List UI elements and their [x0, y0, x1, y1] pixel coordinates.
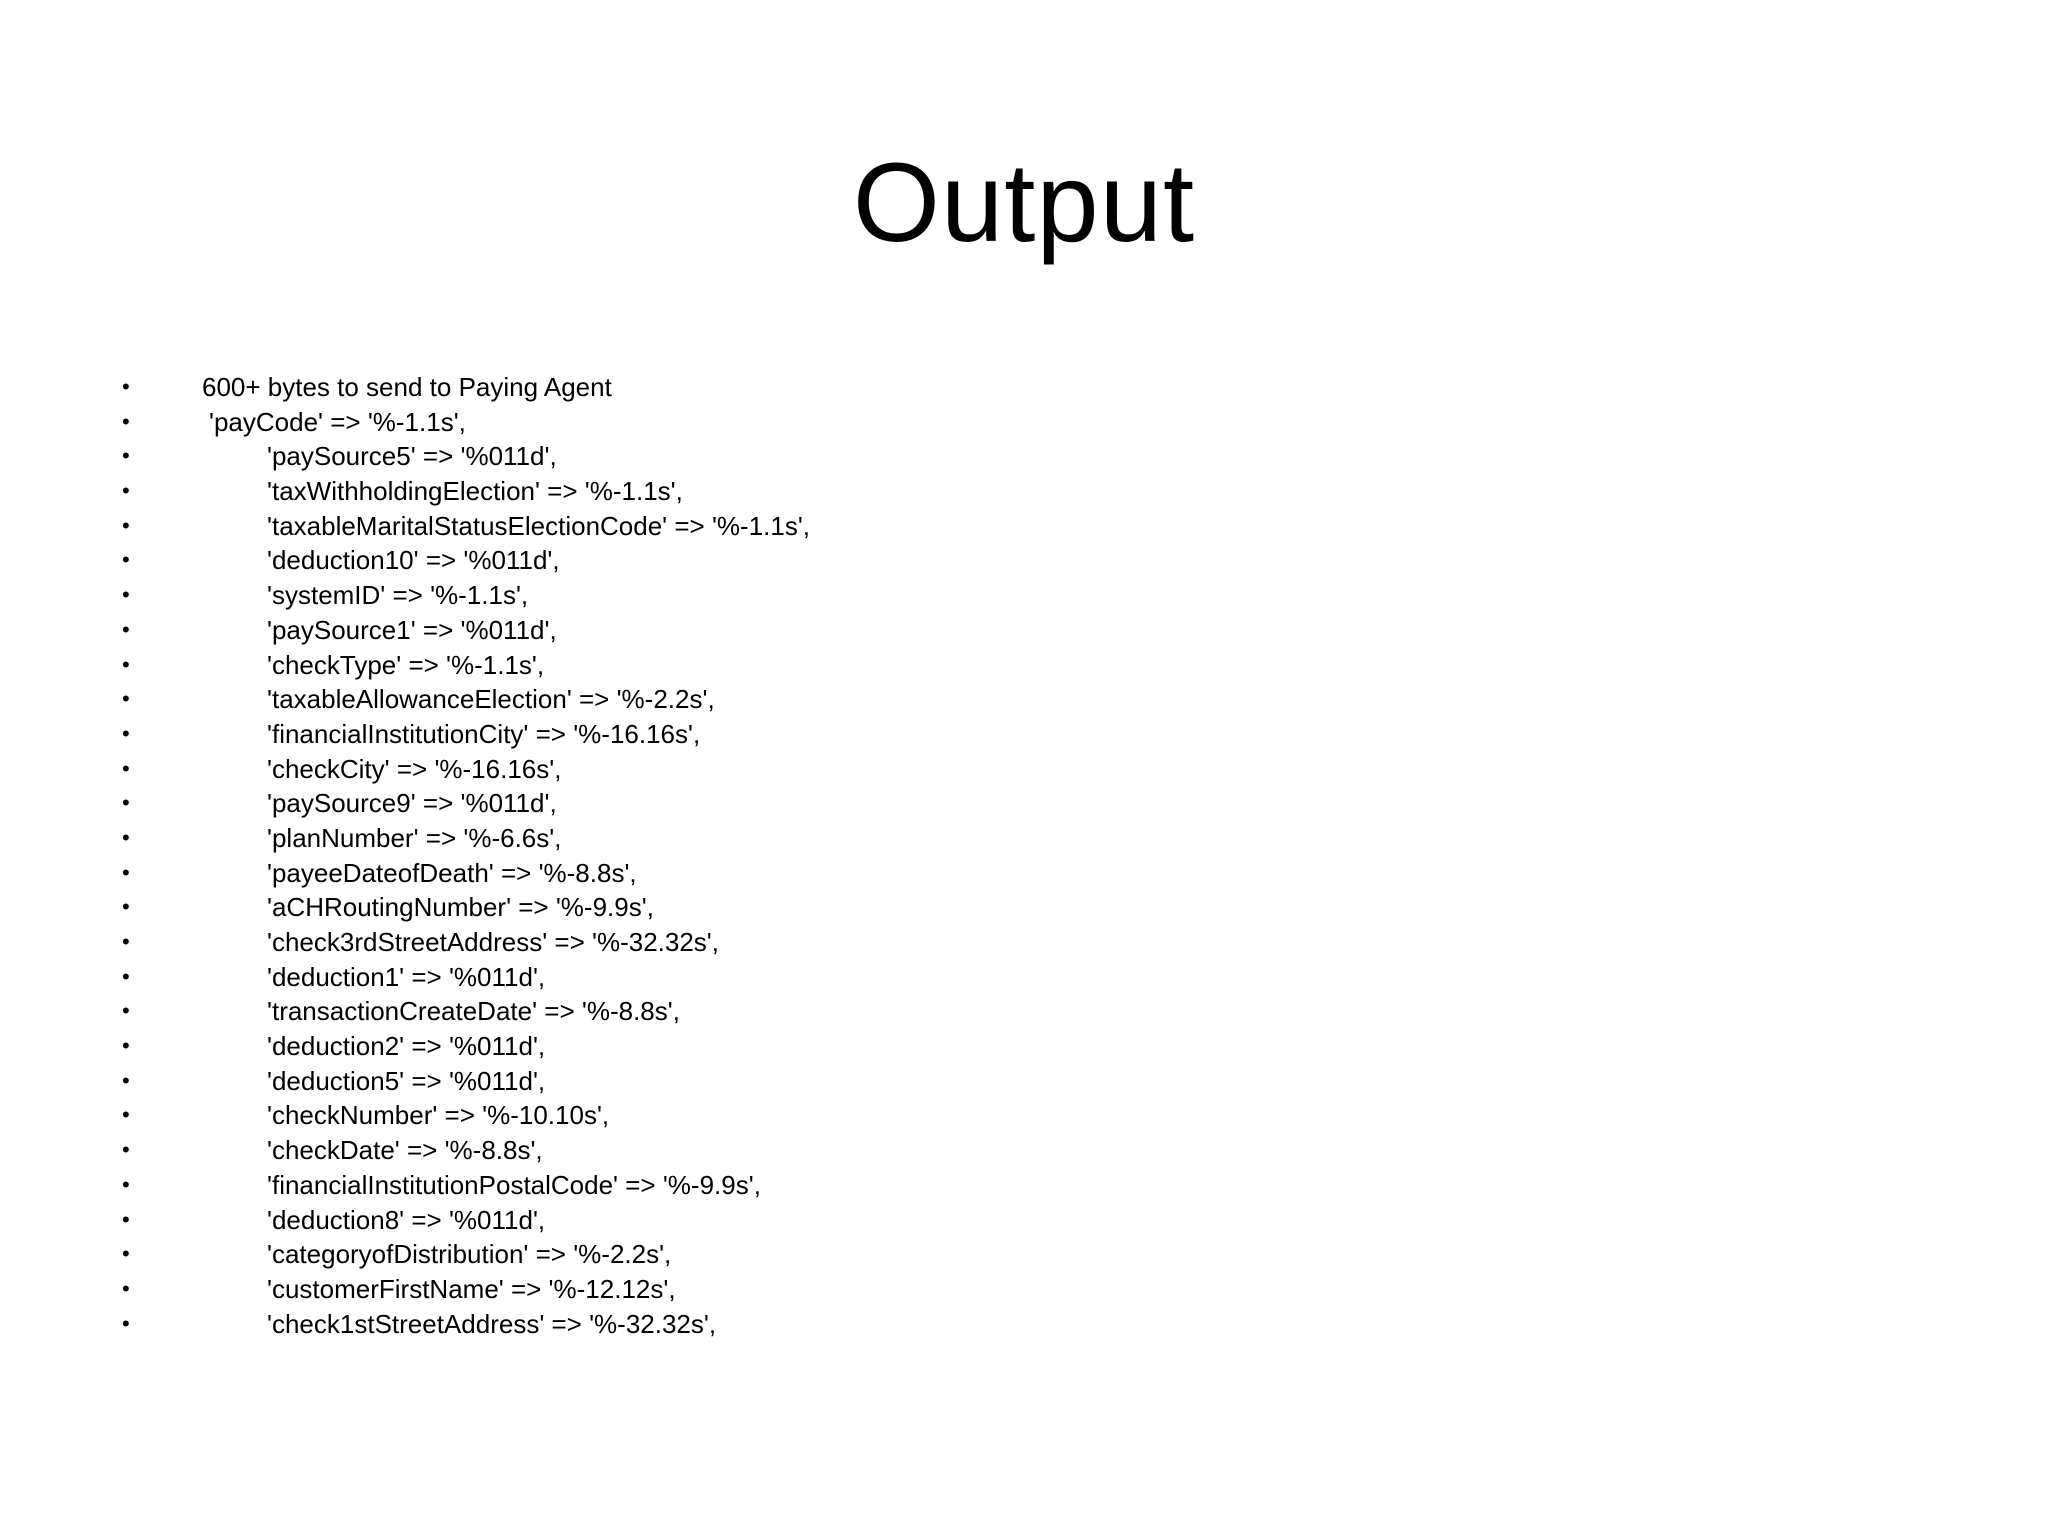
- list-item: [0, 1307, 2048, 1342]
- bullet-text: 'customerFirstName' => '%-12.12s',: [267, 1273, 676, 1304]
- list-item: [0, 1272, 2048, 1307]
- list-item: [0, 578, 2048, 613]
- list-item: [0, 821, 2048, 856]
- list-item: [0, 856, 2048, 891]
- bullet-text: 'deduction5' => '%011d',: [267, 1065, 546, 1096]
- bullet-icon: •: [122, 443, 130, 469]
- list-item: [0, 405, 2048, 440]
- bullet-text: 'deduction8' => '%011d',: [267, 1204, 546, 1235]
- list-item: [0, 1168, 2048, 1203]
- list-item: [0, 717, 2048, 752]
- list-item: [0, 1029, 2048, 1064]
- list-item: [0, 1203, 2048, 1238]
- bullet-text: 'checkType' => '%-1.1s',: [267, 649, 545, 680]
- list-item: [0, 1064, 2048, 1099]
- bullet-icon: •: [122, 1206, 130, 1232]
- bullet-icon: •: [122, 582, 130, 608]
- bullet-icon: •: [122, 1275, 130, 1301]
- bullet-icon: •: [122, 1137, 130, 1163]
- list-item: [0, 1133, 2048, 1168]
- list-item: [0, 613, 2048, 648]
- bullet-text: 'categoryofDistribution' => '%-2.2s',: [267, 1239, 672, 1270]
- bullet-list: [0, 370, 2048, 1341]
- list-item: [0, 925, 2048, 960]
- bullet-text: 'deduction1' => '%011d',: [267, 961, 546, 992]
- list-item: [0, 752, 2048, 787]
- bullet-text: 'deduction2' => '%011d',: [267, 1031, 546, 1062]
- bullet-text: 'financialInstitutionPostalCode' => '%-9.9s',: [267, 1169, 761, 1200]
- bullet-icon: •: [122, 686, 130, 712]
- bullet-text: 'financialInstitutionCity' => '%-16.16s',: [267, 718, 701, 749]
- bullet-text: 'paySource5' => '%011d',: [267, 441, 557, 472]
- bullet-icon: •: [122, 1171, 130, 1197]
- bullet-icon: •: [122, 1102, 130, 1128]
- bullet-text: 'taxableAllowanceElection' => '%-2.2s',: [267, 684, 715, 715]
- list-item: [0, 370, 2048, 405]
- bullet-icon: •: [122, 478, 130, 504]
- list-item: [0, 474, 2048, 509]
- list-item: [0, 543, 2048, 578]
- list-item: [0, 1098, 2048, 1133]
- bullet-icon: •: [122, 1033, 130, 1059]
- bullet-text: 'paySource9' => '%011d',: [267, 788, 557, 819]
- bullet-text: 'taxWithholdingElection' => '%-1.1s',: [267, 476, 683, 507]
- list-item: [0, 960, 2048, 995]
- bullet-text: 'paySource1' => '%011d',: [267, 614, 557, 645]
- bullet-text: 'transactionCreateDate' => '%-8.8s',: [267, 996, 680, 1027]
- bullet-text: 'check1stStreetAddress' => '%-32.32s',: [267, 1308, 717, 1339]
- bullet-text: 600+ bytes to send to Paying Agent: [202, 372, 612, 402]
- bullet-icon: •: [122, 998, 130, 1024]
- list-item: [0, 682, 2048, 717]
- list-item: [0, 1237, 2048, 1272]
- bullet-icon: •: [122, 651, 130, 677]
- list-item: [0, 509, 2048, 544]
- bullet-icon: •: [122, 408, 130, 434]
- bullet-icon: •: [122, 720, 130, 746]
- bullet-icon: •: [122, 929, 130, 954]
- bullet-text: 'aCHRoutingNumber' => '%-9.9s',: [267, 892, 654, 923]
- bullet-icon: •: [122, 859, 130, 885]
- bullet-icon: •: [122, 512, 130, 538]
- bullet-icon: •: [122, 616, 130, 642]
- bullet-text: 'payeeDateofDeath' => '%-8.8s',: [267, 857, 637, 888]
- slide-title: Output: [852, 140, 1196, 265]
- bullet-icon: •: [122, 790, 130, 816]
- bullet-text: 'check3rdStreetAddress' => '%-32.32s',: [267, 927, 719, 957]
- bullet-text: 'checkDate' => '%-8.8s',: [267, 1135, 543, 1166]
- list-item: [0, 439, 2048, 474]
- bullet-icon: •: [122, 374, 130, 399]
- bullet-icon: •: [122, 1310, 130, 1336]
- list-item: [0, 994, 2048, 1029]
- bullet-icon: •: [122, 755, 130, 781]
- list-item: [0, 786, 2048, 821]
- bullet-icon: •: [122, 1241, 130, 1267]
- bullet-icon: •: [122, 547, 130, 573]
- bullet-text: 'checkCity' => '%-16.16s',: [267, 753, 562, 784]
- bullet-text: 'taxableMaritalStatusElectionCode' => '%-1.1s',: [267, 510, 811, 541]
- bullet-text: 'payCode' => '%-1.1s',: [209, 406, 466, 437]
- bullet-icon: •: [122, 824, 130, 850]
- bullet-text: 'planNumber' => '%-6.6s',: [267, 822, 562, 853]
- bullet-icon: •: [122, 1067, 130, 1093]
- bullet-text: 'systemID' => '%-1.1s',: [267, 580, 529, 611]
- list-item: [0, 890, 2048, 925]
- bullet-icon: •: [122, 894, 130, 920]
- bullet-icon: •: [122, 963, 130, 989]
- bullet-text: 'checkNumber' => '%-10.10s',: [267, 1100, 610, 1131]
- bullet-text: 'deduction10' => '%011d',: [267, 545, 560, 576]
- list-item: [0, 648, 2048, 683]
